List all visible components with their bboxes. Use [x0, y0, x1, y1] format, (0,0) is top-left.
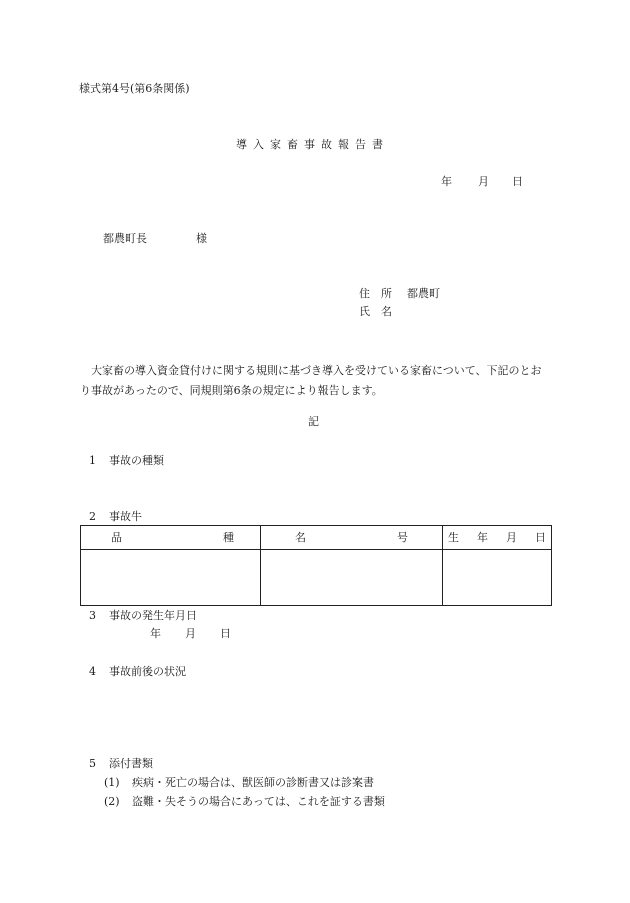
section-5-number: 5 — [89, 757, 96, 770]
addressee-name: 都農町長 — [103, 232, 147, 245]
address-label: 住 所 — [359, 287, 392, 300]
name-number-header-char-2: 号 — [397, 531, 408, 544]
date-day: 日 — [512, 175, 523, 188]
date-year: 年 — [441, 175, 452, 188]
cattle-table-header — [81, 526, 552, 550]
section-4-heading: 事故前後の状況 — [109, 665, 186, 678]
address-value: 都農町 — [407, 287, 440, 300]
birthdate-header-char-3: 月 — [506, 531, 517, 544]
birthdate-header — [443, 526, 552, 550]
birthdate-header-char-4: 日 — [535, 531, 546, 544]
breed-header-char-1: 品 — [111, 531, 122, 544]
section-2-heading: 事故牛 — [109, 510, 142, 523]
document-title: 導入家畜事故報告書 — [236, 138, 389, 151]
section-4-number: 4 — [89, 665, 96, 678]
breed-header-char-2: 種 — [223, 531, 234, 544]
form-number: 様式第4号(第6条関係) — [79, 82, 190, 95]
attachment-2-number: (2) — [104, 795, 120, 808]
name-label: 氏 名 — [359, 305, 392, 318]
section-1-heading: 事故の種類 — [109, 454, 164, 467]
incident-day: 日 — [220, 627, 231, 640]
incident-year: 年 — [150, 627, 161, 640]
section-3-number: 3 — [89, 609, 96, 622]
name-number-header — [261, 526, 443, 550]
attachment-1-text: 疾病・死亡の場合は、獣医師の診断書又は診案書 — [132, 776, 374, 789]
breed-cell[interactable] — [81, 550, 261, 606]
name-number-header-char-1: 名 — [295, 531, 306, 544]
birthdate-header-char-1: 生 — [448, 531, 459, 544]
name-number-cell[interactable] — [261, 550, 443, 606]
addressee-honorific: 様 — [196, 232, 207, 245]
section-2-number: 2 — [89, 510, 96, 523]
section-5-heading: 添付書類 — [109, 757, 153, 770]
section-3-heading: 事故の発生年月日 — [109, 609, 197, 622]
attachment-2-text: 盗難・失そうの場合にあっては、これを証する書類 — [132, 795, 385, 808]
breed-header — [81, 526, 261, 550]
cattle-table — [80, 525, 552, 606]
birthdate-header-char-2: 年 — [477, 531, 488, 544]
body-text: 大家畜の導入資金貸付けに関する規則に基づき導入を受けている家畜について、下記のとおり事故があったので、同規則第6条の規定により報告します。 — [80, 364, 542, 397]
date-month: 月 — [478, 175, 489, 188]
table-row — [81, 550, 552, 606]
ki-marker: 記 — [308, 415, 319, 428]
attachment-1-number: (1) — [104, 776, 120, 789]
incident-month: 月 — [185, 627, 196, 640]
birthdate-cell[interactable] — [443, 550, 552, 606]
section-1-number: 1 — [89, 454, 96, 467]
